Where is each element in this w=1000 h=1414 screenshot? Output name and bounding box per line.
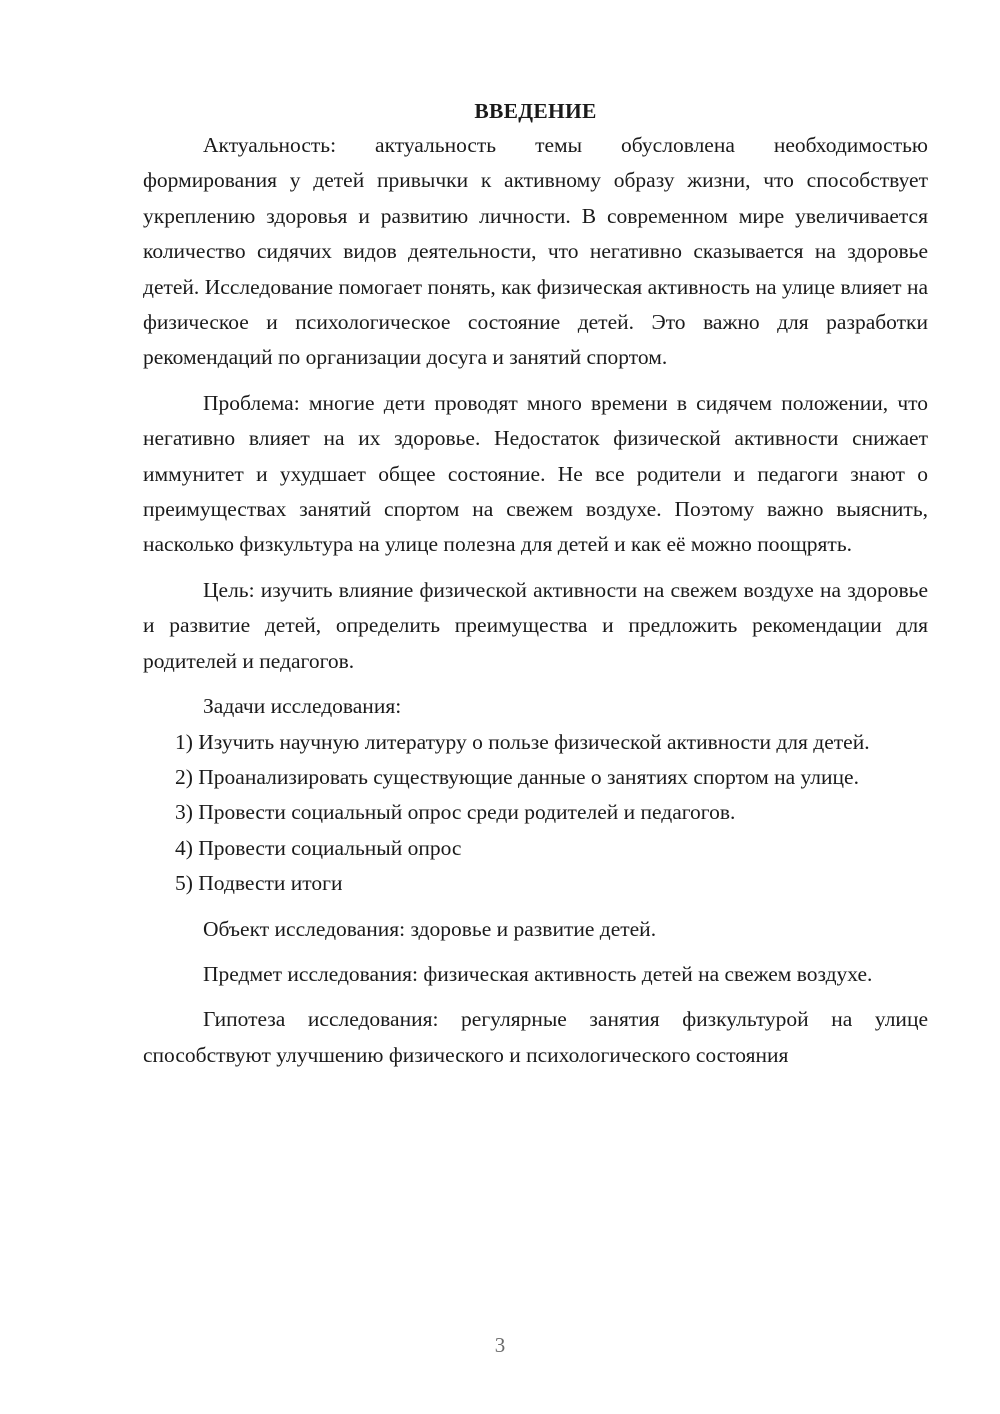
subject-paragraph: Предмет исследования: физическая активность детей на свежем воздухе.	[203, 961, 873, 986]
task-item-3: 3) Провести социальный опрос среди родителей и педагогов.	[175, 800, 736, 825]
section-title: ВВЕДЕНИЕ	[474, 99, 597, 123]
problem-paragraph: Проблема: многие дети проводят много времени в сидячем положении, что негативно влияет на их здоровье. Недостаток физической активности снижает иммунитет и ухудшает общее состояние. Не все родители и педагоги знают о преимуществах занятий спортом на свежем воздухе. Поэтому важно выяснить, насколько физкультура на улице полезна для детей и как её можно поощрять.	[143, 390, 928, 557]
task-item-5: 5) Подвести итоги	[175, 871, 343, 896]
object-paragraph: Объект исследования: здоровье и развитие детей.	[203, 916, 657, 941]
task-item-4: 4) Провести социальный опрос	[175, 835, 462, 860]
task-item-2: 2) Проанализировать существующие данные о занятиях спортом на улице.	[175, 764, 859, 789]
tasks-heading: Задачи исследования:	[203, 694, 402, 719]
page-body	[143, 94, 928, 1073]
page-number: 3	[494, 1333, 506, 1357]
relevance-paragraph: Актуальность: актуальность темы обусловлена необходимостью формирования у детей привычки к активному образу жизни, что способствует укреплению здоровья и развитию личности. В современном мире увеличивается количество сидячих видов деятельности, что негативно сказывается на здоровье детей. Исследование помогает понять, как физическая активность на улице влияет на физическое и психологическое состояние детей. Это важно для разработки рекомендаций по организации досуга и занятий спортом.	[143, 133, 928, 370]
task-item-1: 1) Изучить научную литературу о пользе физической активности для детей.	[175, 729, 870, 754]
goal-paragraph: Цель: изучить влияние физической активности на свежем воздухе на здоровье и развитие детей, определить преимущества и предложить рекомендации для родителей и педагогов.	[143, 577, 928, 673]
hypothesis-paragraph: Гипотеза исследования: регулярные занятия физкультурой на улице способствуют улучшению физического и психологического состояния	[143, 1007, 928, 1067]
